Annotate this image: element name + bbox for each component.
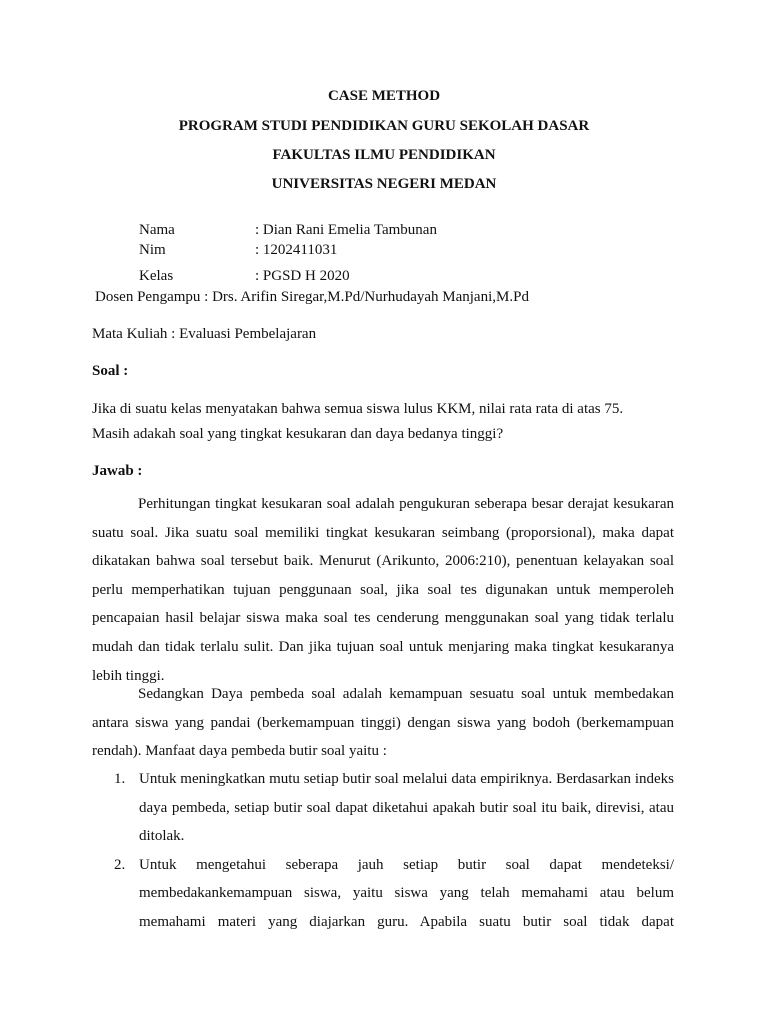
nama-label: Nama bbox=[139, 222, 175, 238]
jawab-paragraph-1 bbox=[92, 490, 674, 690]
nama-value: : Dian Rani Emelia Tambunan bbox=[255, 222, 437, 238]
soal-line-1: Jika di suatu kelas menyatakan bahwa semua siswa lulus KKM, nilai rata rata di atas 75. bbox=[92, 401, 624, 417]
list-item-text: Untuk meningkatkan mutu setiap butir soal melalui data empiriknya. Berdasarkan indeks daya pembeda, setiap butir soal dapat diketahui apakah butir soal itu baik, direvisi, atau ditolak. bbox=[139, 771, 674, 845]
dosen-pengampu: Dosen Pengampu : Drs. Arifin Siregar,M.Pd/Nurhudayah Manjani,M.Pd bbox=[95, 289, 529, 305]
list-item bbox=[0, 765, 768, 851]
list-item-number: 1. bbox=[114, 771, 126, 787]
jawab-paragraph-2 bbox=[92, 680, 674, 766]
jawab-paragraph-2-text: Sedangkan Daya pembeda soal adalah kemampuan sesuatu soal untuk membedakan antara siswa yang pandai (berkemampuan tinggi) dengan siswa yang bodoh (berkemampuan rendah). Manfaat daya pembeda butir soal yaitu : bbox=[92, 686, 674, 760]
jawab-paragraph-1-text: Perhitungan tingkat kesukaran soal adalah pengukuran seberapa besar derajat kesukaran suatu soal. Jika suatu soal memiliki tingkat kesukaran seimbang (proporsional), maka dapat dikatakan bahwa soal tersebut baik. Menurut (Arikunto, 2006:210), penentuan kelayakan soal perlu memperhatikan tujuan penggunaan soal, jika soal tes digunakan untuk memperoleh pencapaian hasil belajar siswa maka soal tes cenderung menggunakan soal yang tidak terlalu mudah dan tidak terlalu sulit. Dan jika tujuan soal untuk menjaring maka tingkat kesukaranya lebih tinggi. bbox=[92, 496, 674, 684]
mata-kuliah: Mata Kuliah : Evaluasi Pembelajaran bbox=[92, 326, 317, 342]
list-item bbox=[0, 851, 768, 937]
title-universitas: UNIVERSITAS NEGERI MEDAN bbox=[271, 176, 497, 192]
soal-line-2: Masih adakah soal yang tingkat kesukaran dan daya bedanya tinggi? bbox=[92, 426, 504, 442]
manfaat-list bbox=[0, 765, 768, 937]
nim-value: : 1202411031 bbox=[255, 242, 338, 258]
list-item-number: 2. bbox=[114, 856, 126, 873]
title-case-method: CASE METHOD bbox=[327, 88, 441, 104]
title-fakultas: FAKULTAS ILMU PENDIDIKAN bbox=[272, 147, 496, 163]
jawab-heading: Jawab : bbox=[92, 463, 143, 479]
kelas-value: : PGSD H 2020 bbox=[255, 268, 350, 284]
nim-label: Nim bbox=[139, 242, 166, 258]
soal-heading: Soal : bbox=[92, 363, 129, 379]
title-program-studi: PROGRAM STUDI PENDIDIKAN GURU SEKOLAH DASAR bbox=[178, 118, 590, 134]
kelas-label: Kelas bbox=[139, 268, 174, 284]
list-item-text: Untuk mengetahui seberapa jauh setiap butir soal dapat mendeteksi/ membedakankemampuan siswa, yaitu siswa yang telah memahami atau belum memahami materi yang diajarkan guru. Apabila suatu butir soal tidak dapat bbox=[139, 856, 674, 930]
